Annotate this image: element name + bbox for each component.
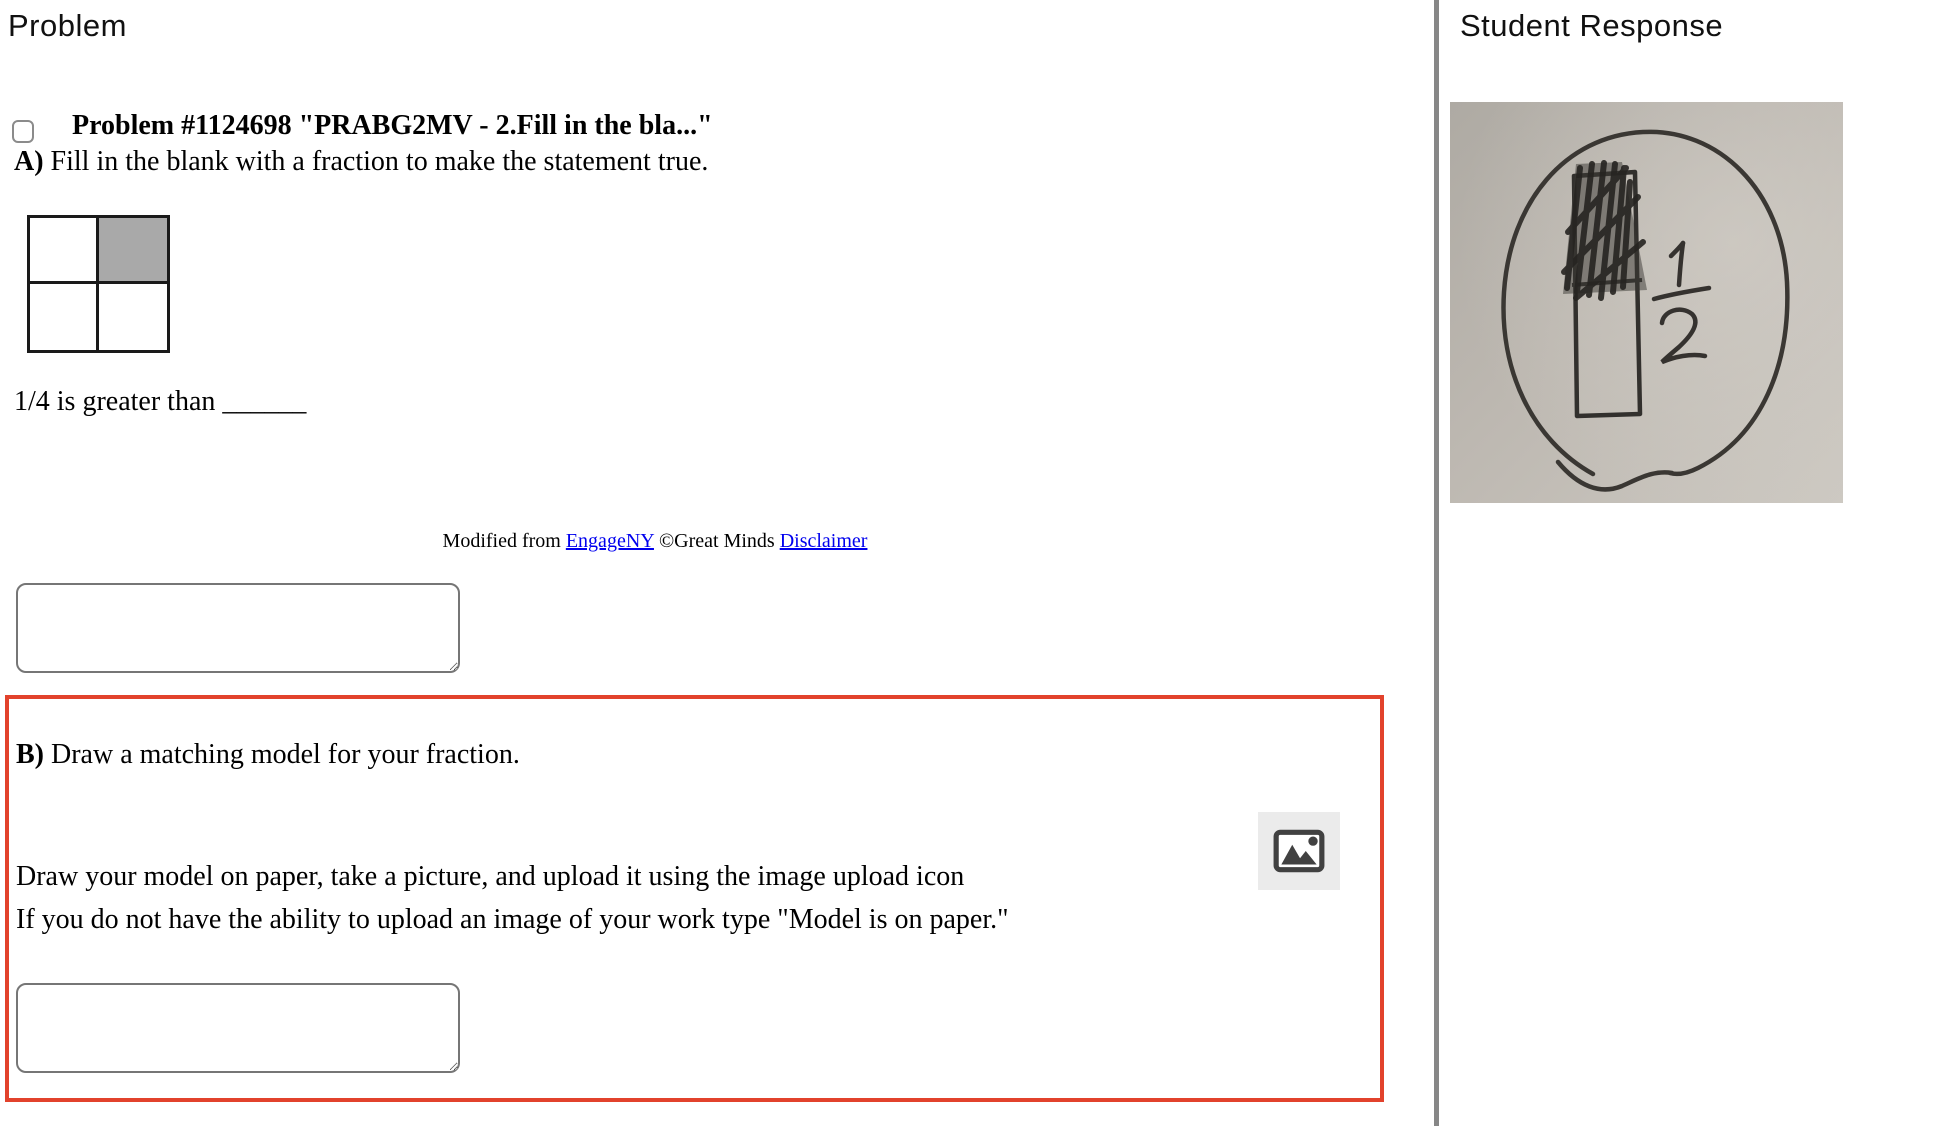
answer-b-textarea[interactable]: [16, 983, 460, 1073]
part-a-label: A): [14, 146, 44, 177]
student-response-heading: Student Response: [1460, 8, 1724, 43]
problem-title: Problem #1124698 "PRABG2MV - 2.Fill in the bla...": [72, 110, 713, 141]
problem-select-checkbox[interactable]: [12, 120, 34, 143]
grid-cell-top-left: [30, 218, 99, 284]
grid-cell-bottom-left: [30, 284, 99, 350]
fill-in-blank-statement: 1/4 is greater than ______: [14, 386, 307, 417]
part-a-text: Fill in the blank with a fraction to make the statement true.: [43, 146, 709, 177]
image-upload-icon[interactable]: [1258, 812, 1340, 890]
part-b-prompt: [16, 739, 520, 771]
student-drawing: [1450, 102, 1843, 503]
student-response-photo: [1450, 102, 1843, 503]
part-b-highlight-box: [5, 695, 1384, 1102]
attribution-prefix: Modified from: [442, 530, 566, 552]
fraction-model-grid: [27, 215, 170, 353]
grid-cell-top-right-shaded: [99, 218, 168, 284]
image-upload-icon-glyph: [1272, 826, 1326, 876]
attribution-line: [0, 530, 1310, 553]
problem-column-heading: Problem: [8, 8, 127, 43]
attribution-middle: ©Great Minds: [653, 530, 780, 552]
engageny-link[interactable]: EngageNY: [565, 530, 654, 552]
answer-a-textarea[interactable]: [16, 583, 460, 673]
part-a-prompt: [14, 146, 708, 178]
instruction-line-2: If you do not have the ability to upload an image of your work type "Model is on paper.": [16, 904, 1009, 935]
grid-cell-bottom-right: [99, 284, 168, 350]
instruction-line-1: Draw your model on paper, take a picture, and upload it using the image upload icon: [16, 861, 965, 892]
part-b-instructions: [16, 855, 1009, 941]
column-divider: [1434, 0, 1439, 1126]
part-b-text: Draw a matching model for your fraction.: [44, 739, 520, 770]
part-b-label: B): [16, 739, 44, 770]
disclaimer-link[interactable]: Disclaimer: [779, 530, 868, 552]
